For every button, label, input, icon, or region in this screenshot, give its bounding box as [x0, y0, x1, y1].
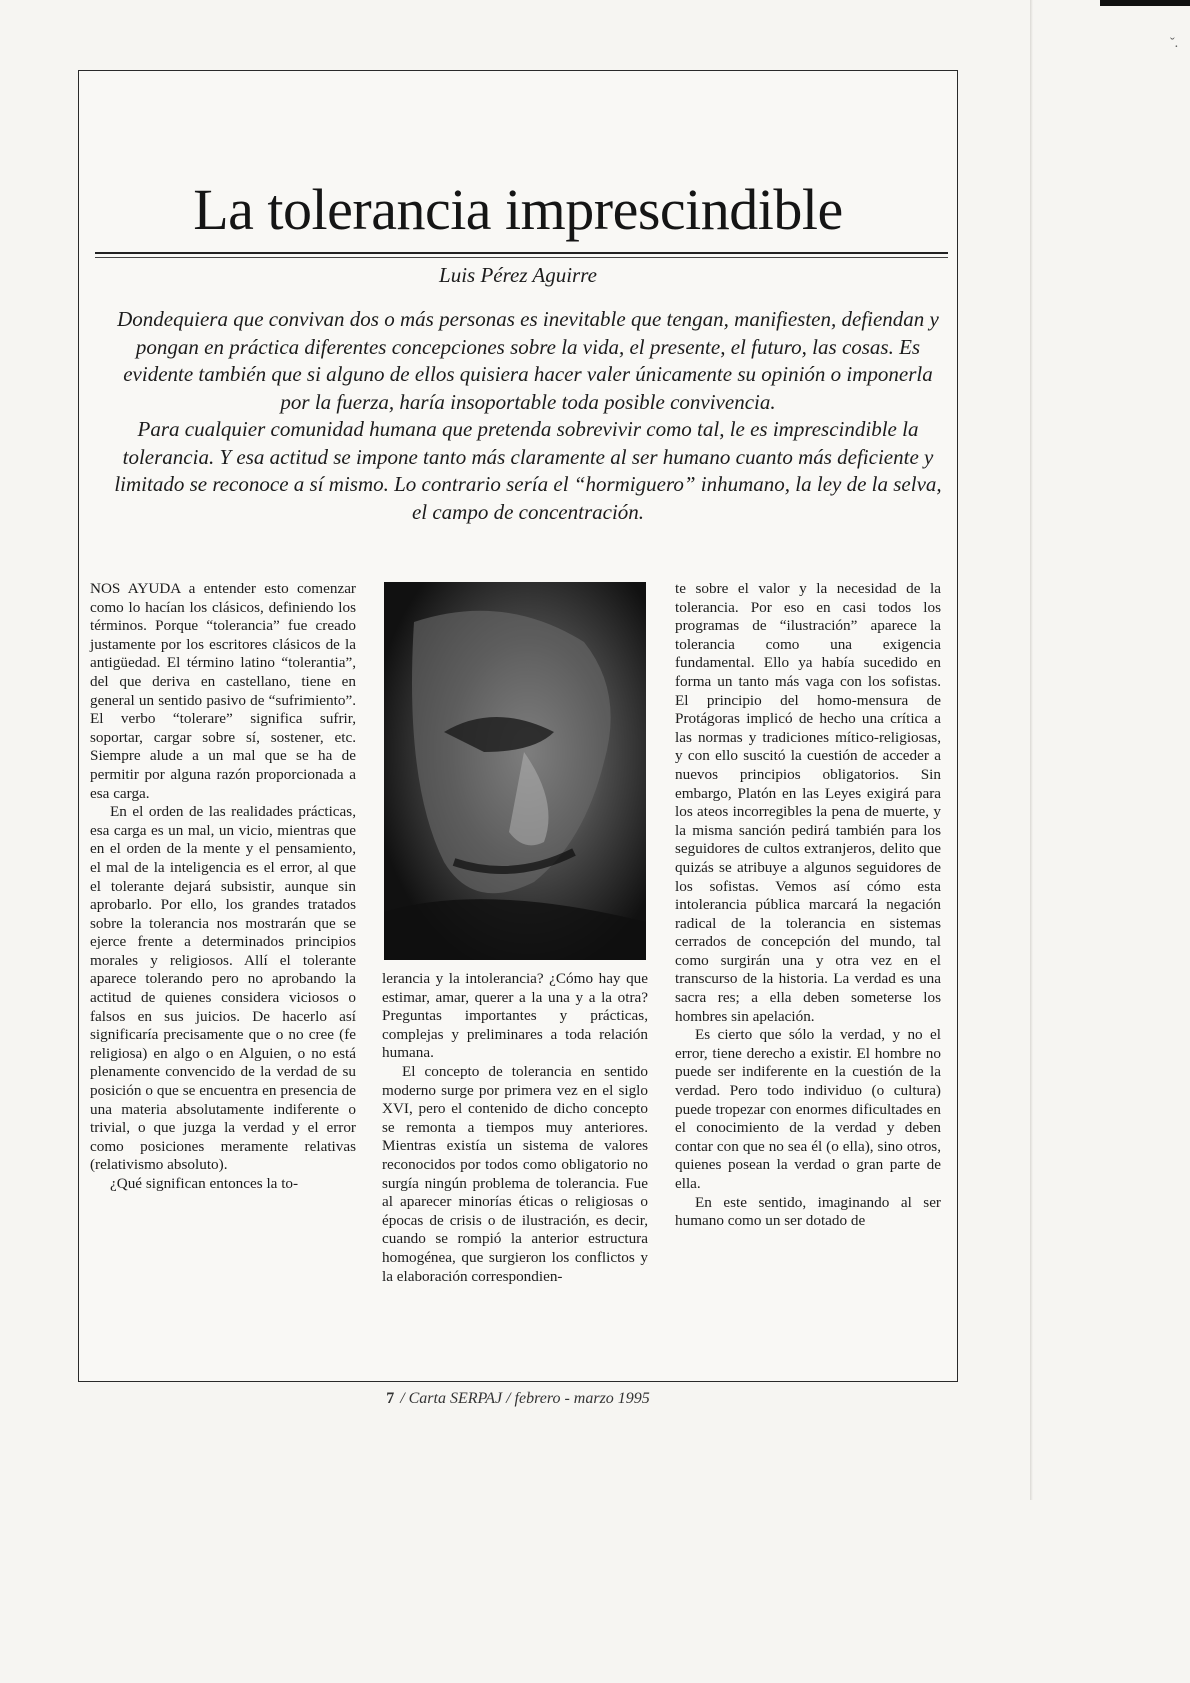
article-lead — [108, 306, 948, 526]
article-column-2 — [382, 970, 648, 1364]
body-paragraph: te sobre el valor y la necesidad de la tolerancia. Por eso en casi todos los programas de “ilustración” aparece la tolerancia como una exigencia fundamental. Ello ya había sucedido en forma un tanto más vaga con los sofistas. El principio del homo-mensura de Protágoras implicó de hecho una crítica a las normas y tradiciones mítico-religiosas, y con ello suscitó la cuestión de acceder a nuevos principios obligatorios. Sin embargo, Platón en las Leyes exigirá para los ateos incorregibles la pena de muerte, y la misma sanción pedirá también para los seguidores de cultos extranjeros, delito que quizás se atribuye a algunos seguidores de los sofistas. Vemos así cómo esta intolerancia pública marcará la negación radical de la tolerancia en sistemas cerrados de concepción del mundo, tal como surgirán una y otra vez en el transcurso de la historia. La verdad es una sacra res; a ella deben someterse los hombres sin apelación. — [675, 580, 941, 1025]
scan-mark: ˇ. — [1170, 36, 1179, 51]
body-paragraph: NOS AYUDA a entender esto comenzar como lo hacían los clásicos, definiendo los términos. Porque “tolerancia” fue creado justamente por los escritores clásicos de la antigüedad. El término latino “tolerantia”, del que deriva en castellano, tiene en general un sentido pasivo de “sufrimiento”. El verbo “tolerare” significa sufrir, soportar, cargar sobre sí, sostener, etc. Siempre alude a un mal que se ha de permitir por alguna razón proporcionada a esa carga. — [90, 580, 356, 802]
lead-paragraph: Para cualquier comunidad humana que pretenda sobrevivir como tal, le es imprescindible la tolerancia. Y esa actitud se impone tanto más claramente al ser humano cuanto más deficiente y limitado se reconoce a sí mismo. Lo contrario sería el “hormiguero” inhumano, la ley de la selva, el campo de concentración. — [114, 417, 942, 524]
page-footer — [78, 1390, 958, 1408]
title-rule — [95, 252, 948, 254]
scan-fold-shadow — [1030, 0, 1033, 1500]
page-number: 7 — [386, 1390, 395, 1407]
body-paragraph: ¿Qué significan entonces la to- — [110, 1175, 299, 1192]
article-title: La tolerancia imprescindible — [193, 177, 843, 242]
article-column-3 — [675, 580, 941, 1362]
body-paragraph: En el orden de las realidades prácticas, esa carga es un mal, un vicio, mientras que en el orden de la mente y el pensamiento, el mal de la inteligencia es el error, al que el tolerante dejará subsistir, aunque sin aprobarlo. Por ello, los grandes tratados sobre la tolerancia nos mostrarán que se ejerce frente a determinados principios morales y religiosos. Allí el tolerante aparece tolerando pero no aprobando la actitud de quienes considera viciosos o falsos en sus juicios. De hacerlo así significaría precisamente que o no cree (fe religiosa) en algo o en Alguien, o no está plenamente convencido de la verdad de su posición o que se encuentra en presencia de una materia absolutamente indiferente o trivial, o que juzga la verdad y el error como posiciones meramente relativas (relativismo absoluto). — [90, 803, 356, 1174]
body-paragraph: El concepto de tolerancia en sentido moderno surge por primera vez en el siglo XVI, pero el contenido de dicho concepto se remonta a tiempos muy anteriores. Mientras existía un sistema de valores reconocidos por todos como obligatorio no surgía ningún problema de tolerancia. Fue al aparecer minorías éticas o religiosas o épocas de crisis o de ilustración, es decir, cuando se rompió la anterior estructura homogénea, que surgieron los conflictos y la elaboración correspondien- — [382, 1062, 648, 1285]
title-rule-thin — [95, 257, 948, 258]
scan-edge — [1100, 0, 1190, 6]
article-author: Luis Pérez Aguirre — [439, 263, 597, 287]
body-paragraph: Es cierto que sólo la verdad, y no el error, tiene derecho a existir. El hombre no puede ser indiferente en la cuestión de la verdad. Pero todo individuo (o cultura) puede tropezar con enormes dificultades en el conocimiento de la verdad y deben contar con que no sea él (o ella), sino otros, quienes posean la verdad o gran parte de ella. — [675, 1026, 941, 1192]
lead-paragraph: Dondequiera que convivan dos o más personas es inevitable que tengan, manifiesten, defiendan y pongan en práctica diferentes concepciones sobre la vida, el presente, el futuro, las cosas. Es evidente también que si alguno de ellos quisiera hacer valer únicamente su opinión o imponerla por la fuerza, haría insoportable toda posible convivencia. — [117, 307, 939, 414]
face-photo — [384, 582, 646, 960]
article-column-1 — [90, 580, 356, 1362]
body-paragraph: En este sentido, imaginando al ser humano como un ser dotado de — [675, 1193, 941, 1230]
body-paragraph: lerancia y la intolerancia? ¿Cómo hay que estimar, amar, querer a la una y a la otra? Preguntas importantes y prácticas, complejas y preliminares a toda relación humana. — [382, 970, 648, 1062]
footer-publication: / Carta SERPAJ / febrero - marzo 1995 — [400, 1390, 650, 1407]
